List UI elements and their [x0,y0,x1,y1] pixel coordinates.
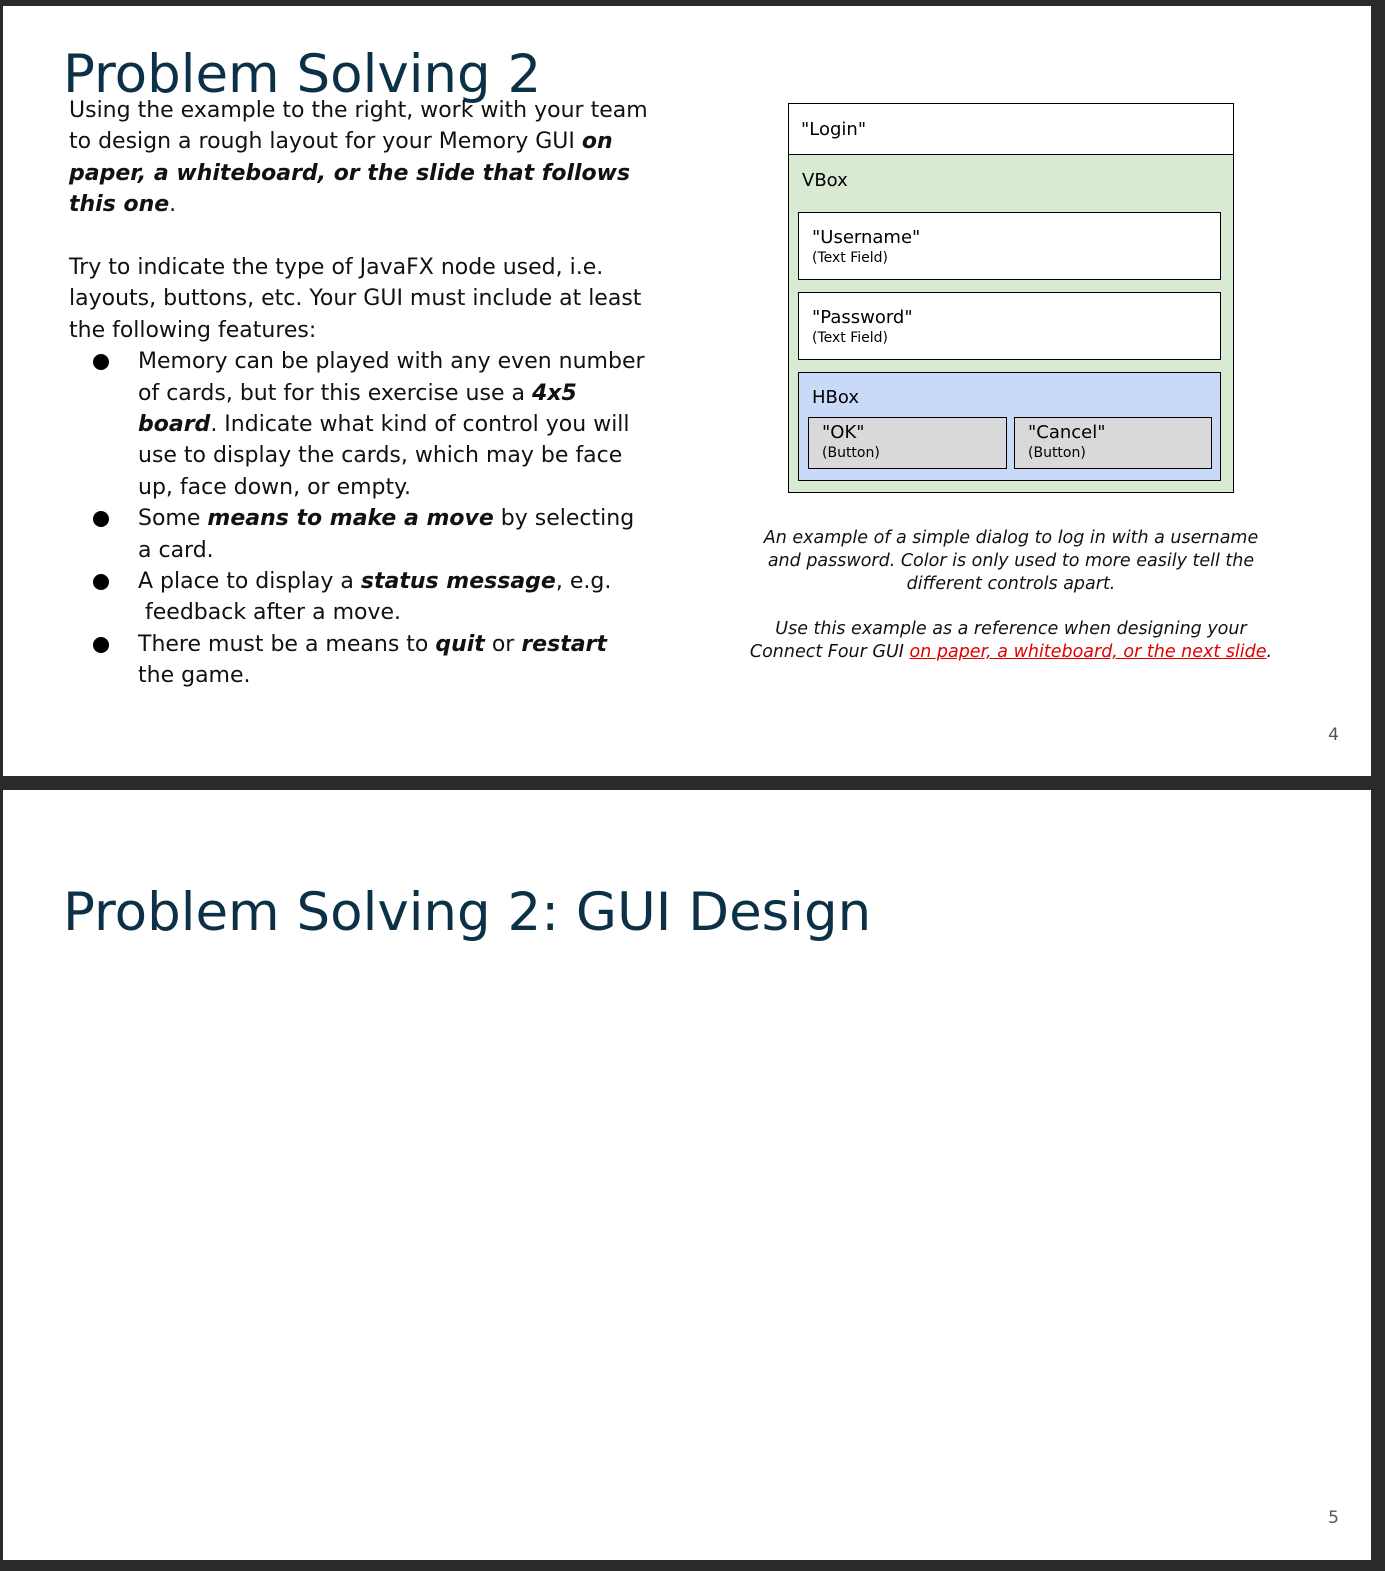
diagram-username-type: (Text Field) [812,250,889,266]
bullet-icon [93,574,109,590]
diagram-login-title: "Login" [789,104,1233,155]
diagram-ok-label: "OK" [822,422,865,443]
diagram-hbox [798,372,1221,481]
diagram-password-label: "Password" [812,307,913,328]
list-item: Memory can be played with any even number of cards, but for this exercise use a 4x5 board. Indicate what kind of control you will use to display the cards, which may be face up, face down, or empty. [69,346,648,503]
caption-description: An example of a simple dialog to log in with a username and password. Color is only used to more easily tell the different controls apart. [763,528,1259,594]
diagram-cancel-type: (Button) [1028,445,1086,461]
bullet-icon [93,354,109,370]
diagram-caption [748,527,1274,664]
slide-body [69,95,649,692]
diagram-password-type: (Text Field) [812,330,889,346]
slide-number: 4 [1328,725,1339,745]
diagram-ok-button [808,417,1007,469]
requirements-paragraph: Try to indicate the type of JavaFX node used, i.e. layouts, buttons, etc. Your GUI must include at least the following features: [69,255,642,343]
diagram-username-field [798,212,1221,280]
list-item: A place to display a status message, e.g. feedback after a move. [69,566,648,629]
intro-paragraph [69,95,649,221]
diagram-password-field [798,292,1221,360]
bullet-icon [93,637,109,653]
feature-list [69,346,649,691]
diagram-cancel-label: "Cancel" [1028,422,1106,443]
intro-text: Using the example to the right, work with your team to design a rough layout for your Memory GUI [69,98,648,155]
slide-title: Problem Solving 2: GUI Design [63,882,872,943]
slide-4[interactable] [3,6,1371,776]
list-item: Some means to make a move by selecting a card. [69,503,648,566]
caption-instruction: Use this example as a reference when designing your Connect Four GUI on paper, a whiteboard, or the next slide. [749,619,1273,662]
list-item: There must be a means to quit or restart the game. [69,629,648,692]
slide-number: 5 [1328,1508,1339,1528]
diagram-vbox-label: VBox [802,170,848,191]
intro-emphasis: on paper, a whiteboard, or the slide that follows this one [69,129,631,218]
slide-5[interactable] [3,790,1371,1560]
next-slide-link[interactable]: on paper, a whiteboard, or the next slide [909,642,1267,662]
login-dialog-diagram [788,103,1234,493]
diagram-hbox-label: HBox [812,387,859,408]
bullet-icon [93,511,109,527]
diagram-username-label: "Username" [812,227,921,248]
intro-end: . [169,192,177,218]
diagram-ok-type: (Button) [822,445,880,461]
diagram-cancel-button [1014,417,1212,469]
slide-title: Problem Solving 2 [63,44,542,105]
